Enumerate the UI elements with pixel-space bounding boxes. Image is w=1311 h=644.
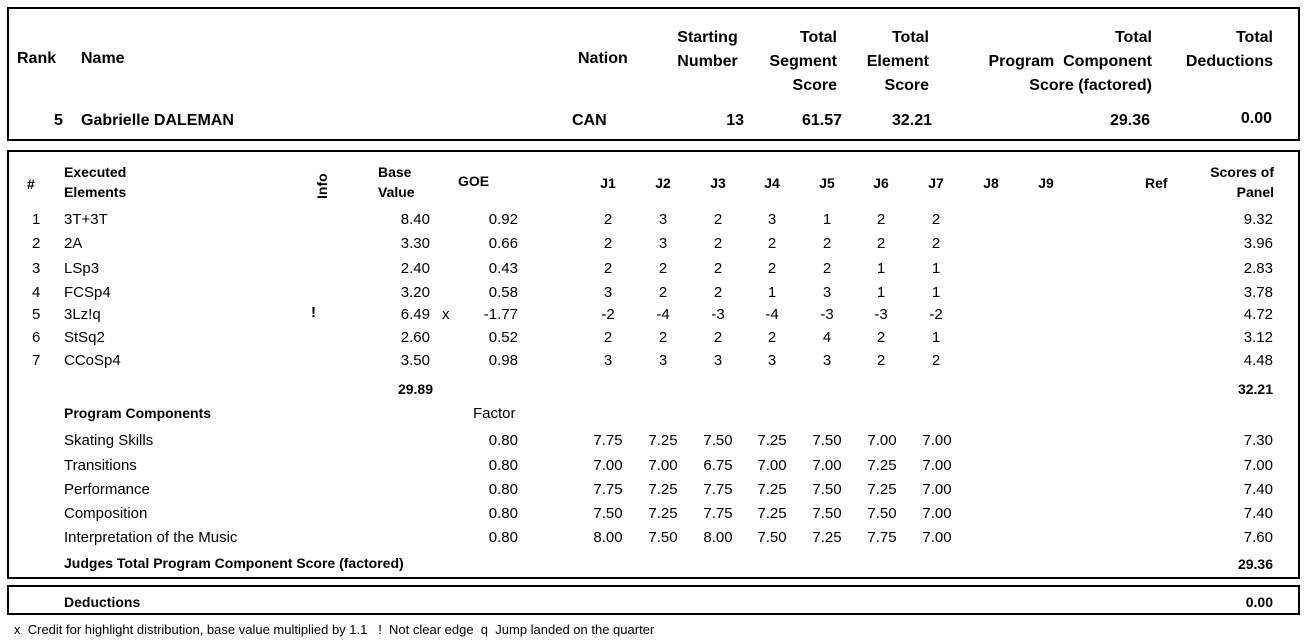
- judge-score: 1: [822, 211, 832, 228]
- element-base-value: 2.60: [400, 329, 430, 346]
- judge-score: 2: [876, 211, 886, 228]
- element-number: 1: [32, 211, 41, 228]
- element-base-value: 3.50: [400, 352, 430, 369]
- total-deductions: 0.00: [1240, 110, 1272, 127]
- judge-score: 2: [713, 235, 723, 252]
- judge-score: -4: [656, 306, 670, 323]
- col-base-header: Base Value: [378, 164, 415, 200]
- judge-score: 2: [603, 235, 613, 252]
- component-judge-score: 7.50: [593, 505, 623, 522]
- component-name: Performance: [64, 481, 150, 498]
- col-num-header: #: [27, 176, 35, 192]
- element-code: 2A: [64, 235, 83, 252]
- component-judge-score: 7.50: [812, 481, 842, 498]
- element-base-value: 3.20: [400, 284, 430, 301]
- starting-number-header: Starting Number: [677, 29, 738, 70]
- component-name: Composition: [64, 505, 148, 522]
- element-score-header: Total Element Score: [866, 29, 929, 94]
- judge-score: 2: [876, 352, 886, 369]
- element-number: 4: [32, 284, 41, 301]
- elements-panel-total: 32.21: [1237, 381, 1273, 397]
- judge-score: 2: [603, 211, 613, 228]
- element-base-value: 3.30: [400, 235, 430, 252]
- judge-score: 4: [822, 329, 832, 346]
- col-goe-header: GOE: [458, 173, 490, 189]
- component-judge-score: 7.50: [757, 529, 787, 546]
- total-element-score: 32.21: [891, 112, 932, 129]
- judge-score: 2: [603, 260, 613, 277]
- components-total-label: Judges Total Program Component Score (factored): [64, 555, 404, 571]
- component-judge-score: 7.00: [922, 432, 952, 449]
- col-info-header: Info: [314, 173, 330, 199]
- component-judge-score: 7.00: [648, 457, 678, 474]
- col-j3-header: J3: [710, 175, 726, 191]
- judge-score: 1: [931, 329, 941, 346]
- program-components-title: Program Components: [64, 405, 212, 421]
- component-judge-score: 7.00: [922, 481, 952, 498]
- segment-score-header: Total Segment Score: [769, 29, 837, 94]
- component-panel-score: 7.30: [1243, 432, 1273, 449]
- component-factor: 0.80: [488, 529, 518, 546]
- judge-score: 2: [603, 329, 613, 346]
- judge-score: 3: [658, 235, 668, 252]
- judge-score: 2: [876, 329, 886, 346]
- judge-score: 2: [767, 329, 777, 346]
- element-code: LSp3: [64, 260, 100, 277]
- component-judge-score: 7.00: [922, 505, 952, 522]
- element-base-value: 6.49: [400, 306, 430, 323]
- judge-score: -3: [711, 306, 725, 323]
- component-judge-score: 7.25: [648, 432, 678, 449]
- element-number: 2: [32, 235, 41, 252]
- skater-nation: CAN: [572, 112, 607, 129]
- judge-score: 1: [876, 284, 886, 301]
- component-name: Skating Skills: [64, 432, 154, 449]
- judge-score: 2: [876, 235, 886, 252]
- element-base-value: 8.40: [400, 211, 430, 228]
- judge-score: 3: [822, 284, 832, 301]
- component-judge-score: 7.00: [593, 457, 623, 474]
- component-judge-score: 7.50: [867, 505, 897, 522]
- element-goe: 0.98: [488, 352, 518, 369]
- element-x-marker: x: [442, 306, 450, 323]
- element-code: 3Lz!q: [64, 306, 101, 323]
- base-value-total: 29.89: [397, 381, 433, 397]
- judge-score: 3: [603, 352, 613, 369]
- component-judge-score: 7.25: [757, 505, 787, 522]
- total-component-score: 29.36: [1109, 112, 1150, 129]
- col-j6-header: J6: [873, 175, 889, 191]
- component-name: Interpretation of the Music: [64, 529, 238, 546]
- skater-starting-number: 13: [726, 112, 744, 129]
- element-info: !: [311, 304, 316, 321]
- col-j5-header: J5: [819, 175, 835, 191]
- judge-score: 2: [658, 260, 668, 277]
- component-panel-score: 7.40: [1243, 505, 1273, 522]
- judge-score: 2: [822, 260, 832, 277]
- judge-score: 2: [713, 211, 723, 228]
- judge-score: 3: [822, 352, 832, 369]
- col-j7-header: J7: [928, 175, 944, 191]
- judge-score: 2: [767, 260, 777, 277]
- component-judge-score: 7.25: [812, 529, 842, 546]
- component-judge-score: 7.75: [703, 505, 733, 522]
- judge-score: 2: [767, 235, 777, 252]
- component-name: Transitions: [64, 457, 137, 474]
- component-factor: 0.80: [488, 457, 518, 474]
- element-code: 3T+3T: [64, 211, 108, 228]
- component-panel-score: 7.00: [1243, 457, 1273, 474]
- component-judge-score: 7.50: [648, 529, 678, 546]
- component-judge-score: 7.00: [812, 457, 842, 474]
- element-goe: 0.52: [488, 329, 518, 346]
- judge-score: -2: [929, 306, 943, 323]
- component-judge-score: 6.75: [703, 457, 733, 474]
- judge-score: 2: [658, 329, 668, 346]
- component-factor: 0.80: [488, 481, 518, 498]
- component-judge-score: 8.00: [593, 529, 623, 546]
- component-judge-score: 7.75: [703, 481, 733, 498]
- judge-score: 3: [603, 284, 613, 301]
- element-code: StSq2: [64, 329, 105, 346]
- judge-score: -3: [874, 306, 888, 323]
- judge-score: 3: [713, 352, 723, 369]
- element-number: 5: [32, 306, 41, 323]
- component-judge-score: 7.25: [648, 505, 678, 522]
- element-panel-score: 3.12: [1243, 329, 1273, 346]
- judge-score: 2: [931, 235, 941, 252]
- rank-header: Rank: [17, 50, 57, 67]
- col-j9-header: J9: [1038, 175, 1054, 191]
- name-header: Name: [81, 50, 125, 67]
- component-judge-score: 7.25: [867, 457, 897, 474]
- element-panel-score: 4.72: [1243, 306, 1273, 323]
- element-goe: 0.92: [488, 211, 518, 228]
- components-total-value: 29.36: [1237, 556, 1273, 572]
- element-goe: -1.77: [483, 306, 518, 323]
- component-judge-score: 7.25: [757, 432, 787, 449]
- element-panel-score: 3.78: [1243, 284, 1273, 301]
- judge-score: 1: [876, 260, 886, 277]
- component-judge-score: 7.25: [867, 481, 897, 498]
- judge-score: 3: [767, 211, 777, 228]
- element-goe: 0.58: [488, 284, 518, 301]
- element-number: 6: [32, 329, 41, 346]
- element-base-value: 2.40: [400, 260, 430, 277]
- component-judge-score: 7.50: [812, 505, 842, 522]
- judge-score: 1: [767, 284, 777, 301]
- element-goe: 0.66: [488, 235, 518, 252]
- nation-header: Nation: [578, 50, 628, 67]
- judge-score: 2: [713, 284, 723, 301]
- element-panel-score: 4.48: [1243, 352, 1273, 369]
- col-panel-header: Scores of Panel: [1210, 164, 1274, 200]
- judge-score: 2: [713, 260, 723, 277]
- skater-rank: 5: [54, 112, 63, 129]
- component-judge-score: 7.50: [703, 432, 733, 449]
- component-factor: 0.80: [488, 505, 518, 522]
- footnote: x Credit for highlight distribution, base value multiplied by 1.1 ! Not clear edge q Jump landed on the quarter: [14, 622, 655, 637]
- total-segment-score: 61.57: [801, 112, 842, 129]
- col-j8-header: J8: [983, 175, 999, 191]
- component-judge-score: 7.75: [593, 481, 623, 498]
- component-judge-score: 7.25: [648, 481, 678, 498]
- skater-name: Gabrielle DALEMAN: [81, 112, 234, 129]
- judge-score: 3: [658, 211, 668, 228]
- element-panel-score: 3.96: [1243, 235, 1273, 252]
- judge-score: 2: [931, 352, 941, 369]
- component-judge-score: 7.75: [867, 529, 897, 546]
- component-judge-score: 7.00: [757, 457, 787, 474]
- element-number: 7: [32, 352, 41, 369]
- judge-score: -4: [765, 306, 779, 323]
- col-j1-header: J1: [600, 175, 616, 191]
- component-judge-score: 7.25: [757, 481, 787, 498]
- deductions-panel: [7, 585, 1300, 615]
- judge-score: 3: [658, 352, 668, 369]
- component-judge-score: 8.00: [703, 529, 733, 546]
- element-code: CCoSp4: [64, 352, 121, 369]
- component-factor: 0.80: [488, 432, 518, 449]
- factor-label: Factor: [473, 405, 516, 422]
- judge-score: 2: [713, 329, 723, 346]
- judge-score: 1: [931, 260, 941, 277]
- element-goe: 0.43: [488, 260, 518, 277]
- judge-score: -3: [820, 306, 834, 323]
- component-judge-score: 7.50: [812, 432, 842, 449]
- element-number: 3: [32, 260, 41, 277]
- deductions-header: Total Deductions: [1185, 29, 1273, 70]
- judge-score: 2: [931, 211, 941, 228]
- component-judge-score: 7.00: [922, 529, 952, 546]
- col-executed-header: Executed Elements: [64, 164, 127, 200]
- judge-score: 1: [931, 284, 941, 301]
- component-judge-score: 7.00: [867, 432, 897, 449]
- judge-score: 2: [658, 284, 668, 301]
- judge-score: 3: [767, 352, 777, 369]
- component-judge-score: 7.75: [593, 432, 623, 449]
- col-j2-header: J2: [655, 175, 671, 191]
- element-panel-score: 9.32: [1243, 211, 1273, 228]
- deductions-value: 0.00: [1245, 594, 1273, 610]
- deductions-label: Deductions: [64, 594, 141, 610]
- component-judge-score: 7.00: [922, 457, 952, 474]
- component-score-header: Total Program Component Score (factored): [988, 29, 1152, 94]
- judge-score: 2: [822, 235, 832, 252]
- component-panel-score: 7.60: [1243, 529, 1273, 546]
- judge-score: -2: [601, 306, 615, 323]
- component-panel-score: 7.40: [1243, 481, 1273, 498]
- col-ref-header: Ref: [1145, 175, 1168, 191]
- col-j4-header: J4: [764, 175, 780, 191]
- element-code: FCSp4: [64, 284, 111, 301]
- element-panel-score: 2.83: [1243, 260, 1273, 277]
